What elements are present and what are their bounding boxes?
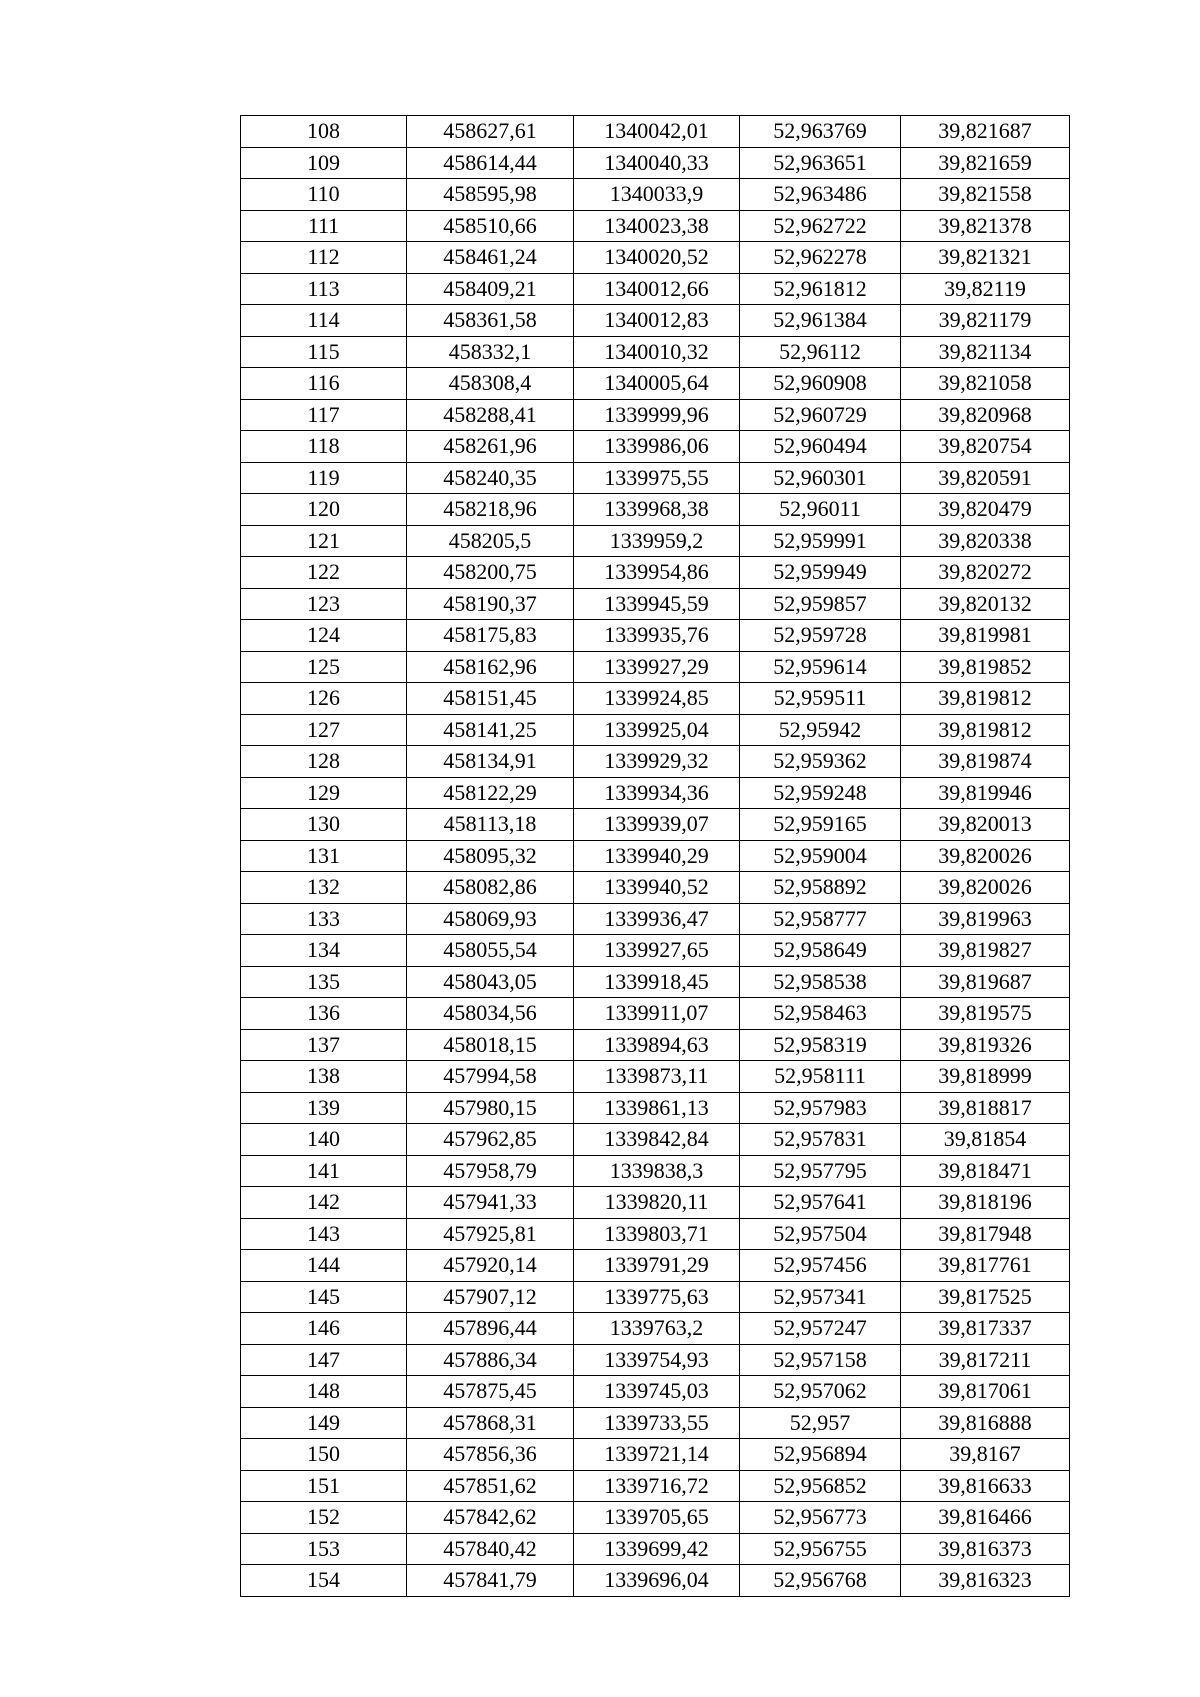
longitude-cell: 39,821659 xyxy=(901,147,1070,179)
table-row xyxy=(241,1092,1070,1124)
table-row xyxy=(241,935,1070,967)
x-coordinate-cell: 457851,62 xyxy=(407,1470,574,1502)
latitude-cell: 52,957062 xyxy=(740,1376,901,1408)
y-coordinate-cell: 1339745,03 xyxy=(574,1376,740,1408)
x-coordinate-cell: 457962,85 xyxy=(407,1124,574,1156)
latitude-cell: 52,959165 xyxy=(740,809,901,841)
table-row xyxy=(241,557,1070,589)
table-row xyxy=(241,525,1070,557)
latitude-cell: 52,956852 xyxy=(740,1470,901,1502)
table-row xyxy=(241,179,1070,211)
y-coordinate-cell: 1339940,52 xyxy=(574,872,740,904)
point-number-cell: 117 xyxy=(241,399,407,431)
table-row xyxy=(241,1565,1070,1597)
table-row xyxy=(241,305,1070,337)
table-row xyxy=(241,1218,1070,1250)
latitude-cell: 52,957158 xyxy=(740,1344,901,1376)
longitude-cell: 39,821378 xyxy=(901,210,1070,242)
x-coordinate-cell: 458151,45 xyxy=(407,683,574,715)
point-number-cell: 126 xyxy=(241,683,407,715)
latitude-cell: 52,958538 xyxy=(740,966,901,998)
point-number-cell: 120 xyxy=(241,494,407,526)
table-row xyxy=(241,431,1070,463)
latitude-cell: 52,96011 xyxy=(740,494,901,526)
longitude-cell: 39,818999 xyxy=(901,1061,1070,1093)
longitude-cell: 39,817337 xyxy=(901,1313,1070,1345)
table-row xyxy=(241,840,1070,872)
y-coordinate-cell: 1339791,29 xyxy=(574,1250,740,1282)
longitude-cell: 39,820338 xyxy=(901,525,1070,557)
latitude-cell: 52,959004 xyxy=(740,840,901,872)
y-coordinate-cell: 1339733,55 xyxy=(574,1407,740,1439)
longitude-cell: 39,821321 xyxy=(901,242,1070,274)
longitude-cell: 39,820591 xyxy=(901,462,1070,494)
y-coordinate-cell: 1339945,59 xyxy=(574,588,740,620)
x-coordinate-cell: 457896,44 xyxy=(407,1313,574,1345)
latitude-cell: 52,958319 xyxy=(740,1029,901,1061)
point-number-cell: 113 xyxy=(241,273,407,305)
coordinates-table xyxy=(240,115,1070,1597)
y-coordinate-cell: 1339721,14 xyxy=(574,1439,740,1471)
x-coordinate-cell: 458218,96 xyxy=(407,494,574,526)
latitude-cell: 52,957795 xyxy=(740,1155,901,1187)
table-row xyxy=(241,1124,1070,1156)
x-coordinate-cell: 458113,18 xyxy=(407,809,574,841)
longitude-cell: 39,820026 xyxy=(901,872,1070,904)
x-coordinate-cell: 458162,96 xyxy=(407,651,574,683)
x-coordinate-cell: 457840,42 xyxy=(407,1533,574,1565)
x-coordinate-cell: 458034,56 xyxy=(407,998,574,1030)
table-row xyxy=(241,147,1070,179)
point-number-cell: 146 xyxy=(241,1313,407,1345)
table-row xyxy=(241,1313,1070,1345)
table-row xyxy=(241,336,1070,368)
x-coordinate-cell: 457920,14 xyxy=(407,1250,574,1282)
point-number-cell: 134 xyxy=(241,935,407,967)
longitude-cell: 39,820272 xyxy=(901,557,1070,589)
point-number-cell: 135 xyxy=(241,966,407,998)
longitude-cell: 39,819874 xyxy=(901,746,1070,778)
x-coordinate-cell: 458175,83 xyxy=(407,620,574,652)
longitude-cell: 39,818471 xyxy=(901,1155,1070,1187)
y-coordinate-cell: 1339838,3 xyxy=(574,1155,740,1187)
x-coordinate-cell: 458134,91 xyxy=(407,746,574,778)
longitude-cell: 39,819963 xyxy=(901,903,1070,935)
latitude-cell: 52,959857 xyxy=(740,588,901,620)
x-coordinate-cell: 458190,37 xyxy=(407,588,574,620)
table-row xyxy=(241,462,1070,494)
y-coordinate-cell: 1339705,65 xyxy=(574,1502,740,1534)
x-coordinate-cell: 457907,12 xyxy=(407,1281,574,1313)
point-number-cell: 139 xyxy=(241,1092,407,1124)
point-number-cell: 147 xyxy=(241,1344,407,1376)
longitude-cell: 39,819575 xyxy=(901,998,1070,1030)
x-coordinate-cell: 458240,35 xyxy=(407,462,574,494)
x-coordinate-cell: 457925,81 xyxy=(407,1218,574,1250)
y-coordinate-cell: 1339934,36 xyxy=(574,777,740,809)
longitude-cell: 39,819687 xyxy=(901,966,1070,998)
latitude-cell: 52,958892 xyxy=(740,872,901,904)
y-coordinate-cell: 1340042,01 xyxy=(574,116,740,148)
latitude-cell: 52,959511 xyxy=(740,683,901,715)
latitude-cell: 52,961384 xyxy=(740,305,901,337)
x-coordinate-cell: 458461,24 xyxy=(407,242,574,274)
longitude-cell: 39,820026 xyxy=(901,840,1070,872)
x-coordinate-cell: 458018,15 xyxy=(407,1029,574,1061)
table-row xyxy=(241,1533,1070,1565)
longitude-cell: 39,817525 xyxy=(901,1281,1070,1313)
y-coordinate-cell: 1340040,33 xyxy=(574,147,740,179)
y-coordinate-cell: 1339940,29 xyxy=(574,840,740,872)
y-coordinate-cell: 1339716,72 xyxy=(574,1470,740,1502)
latitude-cell: 52,957 xyxy=(740,1407,901,1439)
longitude-cell: 39,820754 xyxy=(901,431,1070,463)
latitude-cell: 52,956894 xyxy=(740,1439,901,1471)
point-number-cell: 122 xyxy=(241,557,407,589)
latitude-cell: 52,958777 xyxy=(740,903,901,935)
table-row xyxy=(241,1344,1070,1376)
y-coordinate-cell: 1339975,55 xyxy=(574,462,740,494)
y-coordinate-cell: 1339986,06 xyxy=(574,431,740,463)
x-coordinate-cell: 457941,33 xyxy=(407,1187,574,1219)
point-number-cell: 143 xyxy=(241,1218,407,1250)
x-coordinate-cell: 458122,29 xyxy=(407,777,574,809)
point-number-cell: 133 xyxy=(241,903,407,935)
longitude-cell: 39,817761 xyxy=(901,1250,1070,1282)
point-number-cell: 121 xyxy=(241,525,407,557)
point-number-cell: 115 xyxy=(241,336,407,368)
point-number-cell: 132 xyxy=(241,872,407,904)
y-coordinate-cell: 1340005,64 xyxy=(574,368,740,400)
longitude-cell: 39,8167 xyxy=(901,1439,1070,1471)
point-number-cell: 128 xyxy=(241,746,407,778)
x-coordinate-cell: 458055,54 xyxy=(407,935,574,967)
longitude-cell: 39,816888 xyxy=(901,1407,1070,1439)
longitude-cell: 39,819981 xyxy=(901,620,1070,652)
y-coordinate-cell: 1339927,65 xyxy=(574,935,740,967)
point-number-cell: 108 xyxy=(241,116,407,148)
x-coordinate-cell: 458205,5 xyxy=(407,525,574,557)
latitude-cell: 52,960494 xyxy=(740,431,901,463)
x-coordinate-cell: 458043,05 xyxy=(407,966,574,998)
longitude-cell: 39,82119 xyxy=(901,273,1070,305)
y-coordinate-cell: 1339999,96 xyxy=(574,399,740,431)
table-row xyxy=(241,1250,1070,1282)
longitude-cell: 39,816323 xyxy=(901,1565,1070,1597)
longitude-cell: 39,819852 xyxy=(901,651,1070,683)
longitude-cell: 39,816373 xyxy=(901,1533,1070,1565)
point-number-cell: 111 xyxy=(241,210,407,242)
table-row xyxy=(241,1470,1070,1502)
y-coordinate-cell: 1339935,76 xyxy=(574,620,740,652)
point-number-cell: 125 xyxy=(241,651,407,683)
latitude-cell: 52,959362 xyxy=(740,746,901,778)
table-row xyxy=(241,1155,1070,1187)
latitude-cell: 52,959248 xyxy=(740,777,901,809)
point-number-cell: 112 xyxy=(241,242,407,274)
point-number-cell: 154 xyxy=(241,1565,407,1597)
x-coordinate-cell: 458095,32 xyxy=(407,840,574,872)
latitude-cell: 52,959614 xyxy=(740,651,901,683)
y-coordinate-cell: 1340012,66 xyxy=(574,273,740,305)
x-coordinate-cell: 458082,86 xyxy=(407,872,574,904)
longitude-cell: 39,817061 xyxy=(901,1376,1070,1408)
latitude-cell: 52,960301 xyxy=(740,462,901,494)
y-coordinate-cell: 1339936,47 xyxy=(574,903,740,935)
longitude-cell: 39,818817 xyxy=(901,1092,1070,1124)
point-number-cell: 129 xyxy=(241,777,407,809)
y-coordinate-cell: 1339939,07 xyxy=(574,809,740,841)
y-coordinate-cell: 1339959,2 xyxy=(574,525,740,557)
x-coordinate-cell: 458595,98 xyxy=(407,179,574,211)
latitude-cell: 52,95942 xyxy=(740,714,901,746)
table-row xyxy=(241,1187,1070,1219)
latitude-cell: 52,960908 xyxy=(740,368,901,400)
longitude-cell: 39,819946 xyxy=(901,777,1070,809)
latitude-cell: 52,956773 xyxy=(740,1502,901,1534)
table-row xyxy=(241,588,1070,620)
point-number-cell: 127 xyxy=(241,714,407,746)
point-number-cell: 140 xyxy=(241,1124,407,1156)
y-coordinate-cell: 1339861,13 xyxy=(574,1092,740,1124)
point-number-cell: 123 xyxy=(241,588,407,620)
latitude-cell: 52,963486 xyxy=(740,179,901,211)
x-coordinate-cell: 457868,31 xyxy=(407,1407,574,1439)
longitude-cell: 39,817948 xyxy=(901,1218,1070,1250)
longitude-cell: 39,816633 xyxy=(901,1470,1070,1502)
longitude-cell: 39,820013 xyxy=(901,809,1070,841)
latitude-cell: 52,959949 xyxy=(740,557,901,589)
y-coordinate-cell: 1339873,11 xyxy=(574,1061,740,1093)
latitude-cell: 52,956768 xyxy=(740,1565,901,1597)
latitude-cell: 52,957641 xyxy=(740,1187,901,1219)
table-row xyxy=(241,399,1070,431)
table-row xyxy=(241,872,1070,904)
longitude-cell: 39,819812 xyxy=(901,683,1070,715)
point-number-cell: 141 xyxy=(241,1155,407,1187)
point-number-cell: 149 xyxy=(241,1407,407,1439)
y-coordinate-cell: 1339696,04 xyxy=(574,1565,740,1597)
latitude-cell: 52,962722 xyxy=(740,210,901,242)
x-coordinate-cell: 457875,45 xyxy=(407,1376,574,1408)
longitude-cell: 39,818196 xyxy=(901,1187,1070,1219)
latitude-cell: 52,956755 xyxy=(740,1533,901,1565)
point-number-cell: 114 xyxy=(241,305,407,337)
y-coordinate-cell: 1339954,86 xyxy=(574,557,740,589)
x-coordinate-cell: 457994,58 xyxy=(407,1061,574,1093)
y-coordinate-cell: 1339968,38 xyxy=(574,494,740,526)
x-coordinate-cell: 458200,75 xyxy=(407,557,574,589)
latitude-cell: 52,957983 xyxy=(740,1092,901,1124)
y-coordinate-cell: 1340033,9 xyxy=(574,179,740,211)
x-coordinate-cell: 457958,79 xyxy=(407,1155,574,1187)
point-number-cell: 124 xyxy=(241,620,407,652)
latitude-cell: 52,958111 xyxy=(740,1061,901,1093)
y-coordinate-cell: 1340010,32 xyxy=(574,336,740,368)
table-row xyxy=(241,714,1070,746)
y-coordinate-cell: 1339927,29 xyxy=(574,651,740,683)
point-number-cell: 152 xyxy=(241,1502,407,1534)
table-row xyxy=(241,1407,1070,1439)
x-coordinate-cell: 458069,93 xyxy=(407,903,574,935)
y-coordinate-cell: 1339699,42 xyxy=(574,1533,740,1565)
table-row xyxy=(241,620,1070,652)
y-coordinate-cell: 1339894,63 xyxy=(574,1029,740,1061)
latitude-cell: 52,963769 xyxy=(740,116,901,148)
table-row xyxy=(241,998,1070,1030)
x-coordinate-cell: 458409,21 xyxy=(407,273,574,305)
point-number-cell: 151 xyxy=(241,1470,407,1502)
x-coordinate-cell: 457842,62 xyxy=(407,1502,574,1534)
y-coordinate-cell: 1339925,04 xyxy=(574,714,740,746)
point-number-cell: 131 xyxy=(241,840,407,872)
table-row xyxy=(241,746,1070,778)
y-coordinate-cell: 1340020,52 xyxy=(574,242,740,274)
point-number-cell: 150 xyxy=(241,1439,407,1471)
latitude-cell: 52,957504 xyxy=(740,1218,901,1250)
y-coordinate-cell: 1339842,84 xyxy=(574,1124,740,1156)
longitude-cell: 39,816466 xyxy=(901,1502,1070,1534)
y-coordinate-cell: 1339929,32 xyxy=(574,746,740,778)
latitude-cell: 52,961812 xyxy=(740,273,901,305)
point-number-cell: 116 xyxy=(241,368,407,400)
x-coordinate-cell: 458614,44 xyxy=(407,147,574,179)
table-row xyxy=(241,368,1070,400)
point-number-cell: 148 xyxy=(241,1376,407,1408)
x-coordinate-cell: 457856,36 xyxy=(407,1439,574,1471)
longitude-cell: 39,819326 xyxy=(901,1029,1070,1061)
latitude-cell: 52,963651 xyxy=(740,147,901,179)
x-coordinate-cell: 458141,25 xyxy=(407,714,574,746)
point-number-cell: 130 xyxy=(241,809,407,841)
point-number-cell: 142 xyxy=(241,1187,407,1219)
x-coordinate-cell: 458361,58 xyxy=(407,305,574,337)
table-row xyxy=(241,903,1070,935)
point-number-cell: 118 xyxy=(241,431,407,463)
point-number-cell: 110 xyxy=(241,179,407,211)
table-row xyxy=(241,1376,1070,1408)
latitude-cell: 52,959728 xyxy=(740,620,901,652)
x-coordinate-cell: 458510,66 xyxy=(407,210,574,242)
table-row xyxy=(241,651,1070,683)
table-row xyxy=(241,210,1070,242)
x-coordinate-cell: 457886,34 xyxy=(407,1344,574,1376)
y-coordinate-cell: 1339763,2 xyxy=(574,1313,740,1345)
table-row xyxy=(241,1029,1070,1061)
point-number-cell: 119 xyxy=(241,462,407,494)
coordinates-table-body xyxy=(241,116,1070,1597)
point-number-cell: 137 xyxy=(241,1029,407,1061)
y-coordinate-cell: 1339924,85 xyxy=(574,683,740,715)
y-coordinate-cell: 1339775,63 xyxy=(574,1281,740,1313)
latitude-cell: 52,958649 xyxy=(740,935,901,967)
y-coordinate-cell: 1339911,07 xyxy=(574,998,740,1030)
y-coordinate-cell: 1340023,38 xyxy=(574,210,740,242)
longitude-cell: 39,821179 xyxy=(901,305,1070,337)
point-number-cell: 145 xyxy=(241,1281,407,1313)
x-coordinate-cell: 458308,4 xyxy=(407,368,574,400)
point-number-cell: 138 xyxy=(241,1061,407,1093)
table-row xyxy=(241,494,1070,526)
latitude-cell: 52,958463 xyxy=(740,998,901,1030)
longitude-cell: 39,817211 xyxy=(901,1344,1070,1376)
longitude-cell: 39,821058 xyxy=(901,368,1070,400)
x-coordinate-cell: 457980,15 xyxy=(407,1092,574,1124)
longitude-cell: 39,819812 xyxy=(901,714,1070,746)
y-coordinate-cell: 1339820,11 xyxy=(574,1187,740,1219)
table-row xyxy=(241,1439,1070,1471)
longitude-cell: 39,81854 xyxy=(901,1124,1070,1156)
table-row xyxy=(241,683,1070,715)
longitude-cell: 39,821687 xyxy=(901,116,1070,148)
latitude-cell: 52,957341 xyxy=(740,1281,901,1313)
table-row xyxy=(241,1281,1070,1313)
latitude-cell: 52,962278 xyxy=(740,242,901,274)
longitude-cell: 39,820968 xyxy=(901,399,1070,431)
table-row xyxy=(241,242,1070,274)
table-row xyxy=(241,116,1070,148)
latitude-cell: 52,959991 xyxy=(740,525,901,557)
table-row xyxy=(241,777,1070,809)
latitude-cell: 52,96112 xyxy=(740,336,901,368)
table-row xyxy=(241,1061,1070,1093)
y-coordinate-cell: 1340012,83 xyxy=(574,305,740,337)
table-row xyxy=(241,273,1070,305)
longitude-cell: 39,821134 xyxy=(901,336,1070,368)
x-coordinate-cell: 458288,41 xyxy=(407,399,574,431)
y-coordinate-cell: 1339803,71 xyxy=(574,1218,740,1250)
point-number-cell: 144 xyxy=(241,1250,407,1282)
latitude-cell: 52,957456 xyxy=(740,1250,901,1282)
y-coordinate-cell: 1339754,93 xyxy=(574,1344,740,1376)
x-coordinate-cell: 458627,61 xyxy=(407,116,574,148)
table-row xyxy=(241,1502,1070,1534)
y-coordinate-cell: 1339918,45 xyxy=(574,966,740,998)
longitude-cell: 39,819827 xyxy=(901,935,1070,967)
longitude-cell: 39,821558 xyxy=(901,179,1070,211)
table-row xyxy=(241,809,1070,841)
point-number-cell: 153 xyxy=(241,1533,407,1565)
x-coordinate-cell: 458332,1 xyxy=(407,336,574,368)
table-row xyxy=(241,966,1070,998)
longitude-cell: 39,820479 xyxy=(901,494,1070,526)
x-coordinate-cell: 457841,79 xyxy=(407,1565,574,1597)
point-number-cell: 136 xyxy=(241,998,407,1030)
longitude-cell: 39,820132 xyxy=(901,588,1070,620)
point-number-cell: 109 xyxy=(241,147,407,179)
latitude-cell: 52,957247 xyxy=(740,1313,901,1345)
latitude-cell: 52,957831 xyxy=(740,1124,901,1156)
x-coordinate-cell: 458261,96 xyxy=(407,431,574,463)
latitude-cell: 52,960729 xyxy=(740,399,901,431)
